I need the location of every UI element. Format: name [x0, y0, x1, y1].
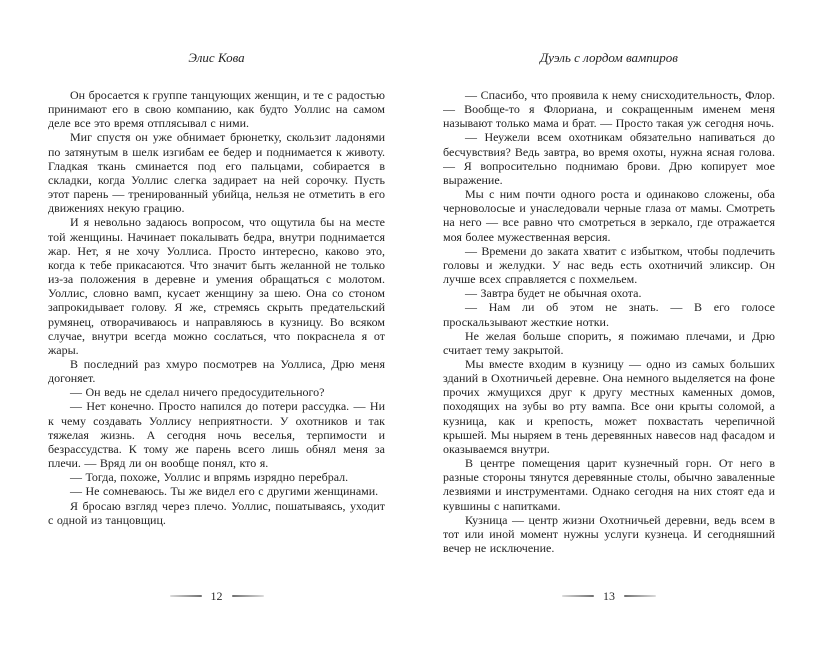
paragraph: — Спасибо, что проявила к нему снисходительность, Флор. — Вообще-то я Флориана, и сокращенным именем меня называют только мама и брат. — Просто такая уж сегодня ночь. [443, 88, 775, 131]
paragraph: — Времени до заката хватит с избытком, чтобы подлечить головы и желудки. У нас ведь есть охотничий эликсир. Он лучше всех справляется с похмельем. [443, 243, 775, 287]
paragraph: — Нет конечно. Просто напился до потери рассудка. — Ни к чему создавать Уоллису неприятности. У охотников и так тяжелая жизнь. А сегодня ночь веселья, терпимости и безрассудства. К тому же парень всего лишь обнял меня за плечи. — Вряд ли он вообще понял, кто я. [48, 399, 385, 471]
paragraph: Кузница — центр жизни Охотничьей деревни, ведь всем в тот или иной момент нужны услуги кузнеца. И сегодняшний вечер не исключение. [443, 512, 775, 555]
paragraph: — Нам ли об этом не знать. — В его голосе проскальзывают жесткие нотки. [443, 300, 775, 329]
paragraph: В центре помещения царит кузнечный горн. От него в разные стороны тянутся деревянные столы, обычно заваленные лезвиями и инструментами. Однако сегодня на них стоят еда и кувшины с напитками. [443, 456, 775, 513]
paragraph: Миг спустя он уже обнимает брюнетку, скользит ладонями по затянутым в шелк изгибам ее бедер и поднимается к животу. Гладкая ткань сминается под его пальцами, собирается в складки, когда Уоллис слегка задирает на ней сорочку. Пусть этот парень — тренированный убийца, нельзя не отметить в его движениях некую грацию. [48, 130, 385, 216]
paragraph: Мы вместе входим в кузницу — одно из самых больших зданий в Охотничьей деревне. Она немного выделяется на фоне прочих жмущихся друг к другу местных каменных домов, походящих на зубы во рту вампа. Все они крыты соломой, а кузница, как и крепость, может похвастать черепичной крышей. Мы ныряем в тень деревянных навесов над фасадом и оказываемся внутри. [443, 356, 775, 456]
running-header-author: Элис Кова [188, 50, 245, 65]
page-body-right [443, 88, 775, 555]
paragraph: — Завтра будет не обычная охота. [465, 286, 642, 301]
page-footer-left [48, 589, 385, 603]
page-left [48, 50, 385, 585]
page-footer-right [443, 589, 775, 603]
page-number: 13 [603, 589, 615, 603]
paragraph: Мы с ним почти одного роста и одинаково сложены, оба черноволосые и унаследовали черные глаза от мамы. Смотреть на него — все равно что смотреться в зеркало, где отражается моя более мужественная версия. [443, 187, 775, 244]
paragraph: — Тогда, похоже, Уоллис и впрямь изрядно перебрал. [70, 470, 349, 485]
page-number-ornament-right [624, 595, 656, 597]
paragraph: Не желая больше спорить, я пожимаю плечами, и Дрю считает тему закрытой. [443, 328, 775, 357]
page-right [443, 50, 775, 585]
paragraph: И я невольно задаюсь вопросом, что ощутила бы на месте той женщины. Начинает покалывать бедра, внутри поднимается жар. Нет, я не хочу Уоллиса. Просто интересно, каково это, когда к тебе прикасаются. Что значит быть желанной не только из-за положения в деревне и умения обращаться с молотом. Уоллис, словно вамп, кусает женщину за шею. Она со стоном запрокидывает голову. Я же, стремясь скрыть предательский румянец, отворачиваюсь и направляюсь в кузницу. Во всяком случае, внутри всегда можно сослаться, что покраснела я от жары. [48, 215, 385, 357]
paragraph: — Неужели всем охотникам обязательно напиваться до бесчувствия? Ведь завтра, во время охоты, нужна ясная голова. — Я вопросительно поднимаю брови. Дрю копирует мое выражение. [443, 130, 775, 187]
page-number: 12 [210, 589, 223, 603]
paragraph: Он бросается к группе танцующих женщин, и те с радостью принимают его в свою компанию, как будто Уоллис на самом деле все это время отплясывал с ними. [48, 88, 385, 131]
paragraph: — Он ведь не сделал ничего предосудительного? [70, 385, 325, 400]
page-number-ornament-left [562, 595, 594, 597]
running-header-title: Дуэль с лордом вампиров [540, 50, 678, 65]
page-body-left [48, 88, 385, 527]
paragraph: Я бросаю взгляд через плечо. Уоллис, пошатываясь, уходит с одной из танцовщиц. [48, 498, 385, 527]
page-number-ornament-right [232, 595, 264, 597]
paragraph: — Не сомневаюсь. Ты же видел его с другими женщинами. [70, 484, 379, 499]
paragraph: В последний раз хмуро посмотрев на Уоллиса, Дрю меня догоняет. [48, 356, 385, 386]
page-number-ornament-left [170, 595, 202, 597]
